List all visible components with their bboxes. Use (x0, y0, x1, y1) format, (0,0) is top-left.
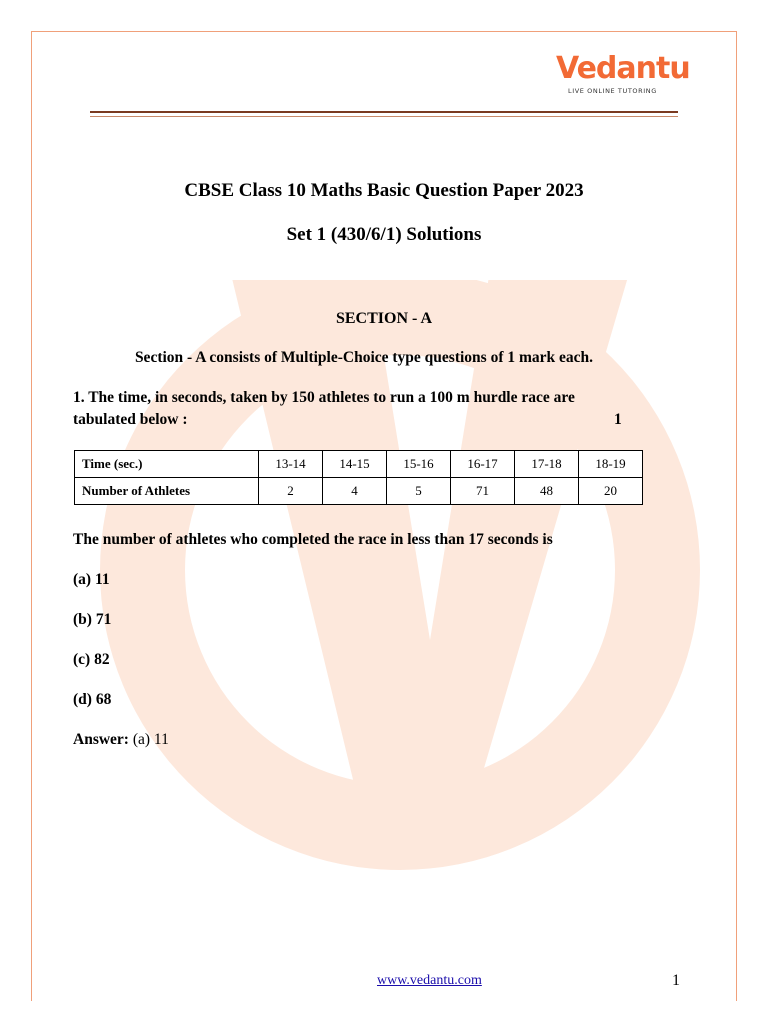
table-cell-interval: 15-16 (387, 451, 451, 478)
athletes-table (74, 450, 643, 505)
page-title: CBSE Class 10 Maths Basic Question Paper 2023 (184, 180, 584, 201)
table-cell-count: 48 (515, 478, 579, 505)
header-rule (90, 111, 678, 117)
table-cell-interval: 16-17 (451, 451, 515, 478)
table-row-time (75, 451, 643, 478)
page-subtitle: Set 1 (430/6/1) Solutions (286, 224, 482, 245)
answer-label: Answer: (73, 731, 129, 748)
option-b: (b) 71 (73, 611, 112, 628)
table-cell-count: 5 (387, 478, 451, 505)
table-row-label: Number of Athletes (75, 478, 259, 505)
page-number: 1 (672, 972, 680, 989)
question-marks: 1 (614, 411, 622, 428)
table-cell-count: 71 (451, 478, 515, 505)
option-c: (c) 82 (73, 651, 110, 668)
table-cell-count: 4 (323, 478, 387, 505)
answer-value: (a) 11 (132, 731, 169, 748)
table-cell-interval: 13-14 (259, 451, 323, 478)
table-header-label: Time (sec.) (75, 451, 259, 478)
table-cell-count: 2 (259, 478, 323, 505)
section-note: Section - A consists of Multiple-Choice type questions of 1 mark each. (134, 349, 594, 366)
logo-tagline: LIVE ONLINE TUTORING (568, 87, 657, 95)
vedantu-logo (556, 51, 690, 98)
question-text-line2: tabulated below : (73, 411, 188, 428)
option-d: (d) 68 (73, 691, 112, 708)
section-heading: SECTION - A (335, 310, 433, 327)
question-prompt: The number of athletes who completed the race in less than 17 seconds is (73, 531, 553, 548)
footer-website-link[interactable]: www.vedantu.com (377, 973, 482, 988)
table-cell-count: 20 (579, 478, 643, 505)
table-cell-interval: 17-18 (515, 451, 579, 478)
logo-word: Vedantu (556, 51, 690, 86)
table-cell-interval: 18-19 (579, 451, 643, 478)
option-a: (a) 11 (73, 571, 110, 588)
table-row-athletes (75, 478, 643, 505)
table-cell-interval: 14-15 (323, 451, 387, 478)
question-text-line1: 1. The time, in seconds, taken by 150 athletes to run a 100 m hurdle race are (73, 389, 575, 406)
answer-line (73, 731, 169, 749)
